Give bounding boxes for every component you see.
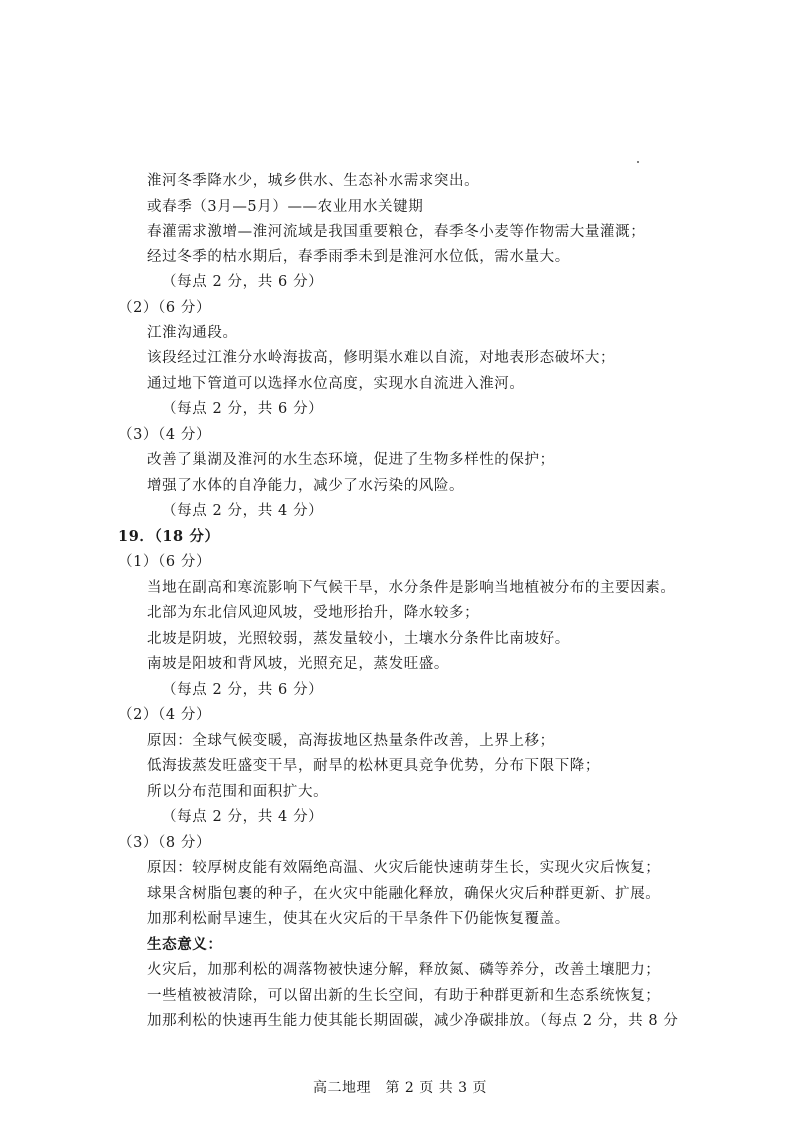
question-heading: 19．（18 分） xyxy=(118,528,220,545)
subquestion-heading: （3）（4 分） xyxy=(118,427,212,443)
text-line: 加那利松的快速再生能力使其能长期固碳，减少净碳排放。（每点 2 分，共 8 分 xyxy=(147,1013,679,1029)
text-line: 所以分布范围和面积扩大。 xyxy=(147,784,329,800)
score-note: （每点 2 分，共 6 分） xyxy=(162,274,324,290)
text-line: 北部为东北信风迎风坡，受地形抬升，降水较多； xyxy=(147,605,480,621)
score-note: （每点 2 分，共 6 分） xyxy=(162,401,324,417)
section-label: 生态意义： xyxy=(147,936,223,953)
text-line: 江淮沟通段。 xyxy=(147,325,238,341)
text-line: 低海拔蒸发旺盛变干旱，耐旱的松林更具竞争优势，分布下限下降； xyxy=(147,758,600,774)
text-line: 火灾后，加那利松的凋落物被快速分解，释放氮、磷等养分，改善土壤肥力； xyxy=(147,962,661,978)
text-line: 球果含树脂包裹的种子，在火灾中能融化释放，确保火灾后种群更新、扩展。 xyxy=(147,886,661,902)
text-line: 加那利松耐旱速生，使其在火灾后的干旱条件下仍能恢复覆盖。 xyxy=(147,911,570,927)
text-line: 或春季（3月—5月）——农业用水关键期 xyxy=(147,199,424,215)
page-footer: 高二地理 第 2 页 共 3 页 xyxy=(312,1080,488,1096)
subquestion-heading: （2）（4 分） xyxy=(118,707,212,723)
text-line: 北坡是阴坡，光照较弱，蒸发量较小，土壤水分条件比南坡好。 xyxy=(147,631,570,647)
score-note: （每点 2 分，共 4 分） xyxy=(162,809,324,825)
subquestion-heading: （2）（6 分） xyxy=(118,300,212,316)
subquestion-heading: （1）（6 分） xyxy=(118,554,212,570)
text-line: 当地在副高和寒流影响下气候干旱，水分条件是影响当地植被分布的主要因素。 xyxy=(147,580,676,596)
text-line: 原因：较厚树皮能有效隔绝高温、火灾后能快速萌芽生长，实现火灾后恢复； xyxy=(147,860,661,876)
text-line: 一些植被被清除，可以留出新的生长空间，有助于种群更新和生态系统恢复； xyxy=(147,988,661,1004)
text-line: 改善了巢湖及淮河的水生态环境，促进了生物多样性的保护； xyxy=(147,452,555,468)
score-note: （每点 2 分，共 4 分） xyxy=(162,503,324,519)
text-line: 经过冬季的枯水期后，春季雨季未到是淮河水位低，需水量大。 xyxy=(147,249,570,265)
text-line: 该段经过江淮分水岭海拔高，修明渠水难以自流，对地表形态破坏大； xyxy=(147,350,616,366)
score-note: （每点 2 分，共 6 分） xyxy=(162,682,324,698)
text-line: 原因：全球气候变暖，高海拔地区热量条件改善，上界上移； xyxy=(147,733,555,749)
subquestion-heading: （3）（8 分） xyxy=(118,835,212,851)
text-line: 增强了水体的自净能力，减少了水污染的风险。 xyxy=(147,478,465,494)
text-line: 南坡是阳坡和背风坡，光照充足，蒸发旺盛。 xyxy=(147,656,449,672)
text-line: 淮河冬季降水少，城乡供水、生态补水需求突出。 xyxy=(147,173,480,189)
text-line: 春灌需求激增—淮河流域是我国重要粮仓，春季冬小麦等作物需大量灌溉； xyxy=(147,224,646,240)
text-line: 通过地下管道可以选择水位高度，实现水自流进入淮河。 xyxy=(147,376,525,392)
scan-speck xyxy=(637,161,639,163)
